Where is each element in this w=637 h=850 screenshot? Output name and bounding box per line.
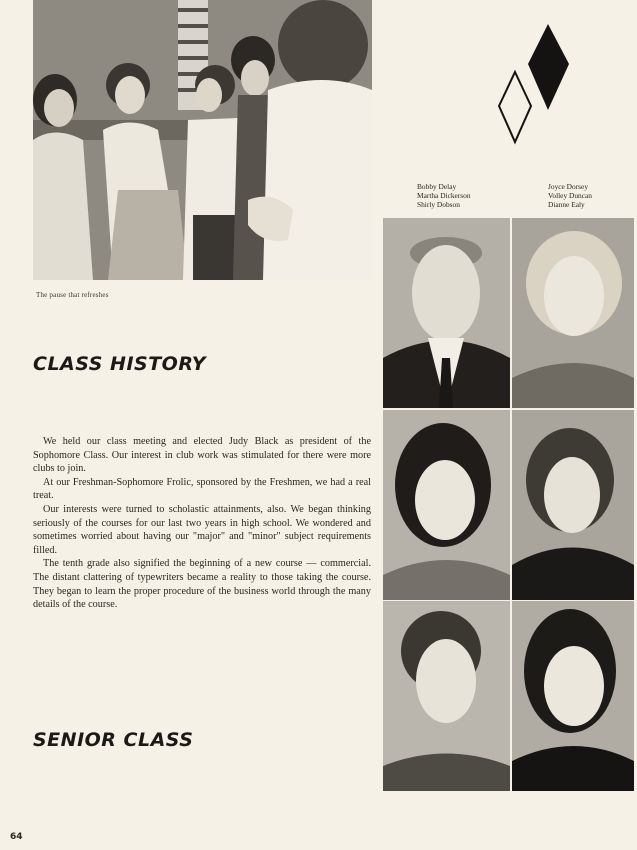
student-name: Martha Dickerson: [417, 191, 471, 200]
diamond-ornament-icon: [495, 22, 573, 147]
paragraph: We held our class meeting and elected Judy Black as president of the Sophomore Class. Our interest in club work was stimulated for there were more clubs to join.: [33, 436, 371, 475]
student-name: Bobby Delay: [417, 182, 457, 191]
student-name: Dianne Ealy: [548, 200, 585, 209]
student-name: Volley Duncan: [548, 191, 592, 200]
group-photo: [33, 0, 372, 280]
paragraph: At our Freshman-Sophomore Frolic, sponsored by the Freshmen, we had a real treat.: [33, 476, 371, 502]
paragraph: The tenth grade also signified the beginning of a new course — commercial. The distant clattering of typewriters became a reality to those taking the course. They began to learn the proper procedure of the business world through the many details of the course.: [33, 558, 371, 611]
photo-caption: The pause that refreshes: [36, 291, 109, 299]
portrait-photo: [512, 410, 634, 600]
class-history-heading: CLASS HISTORY: [33, 353, 206, 375]
senior-class-heading: SENIOR CLASS: [33, 729, 194, 751]
paragraph: Our interests were turned to scholastic attainments, also. We began thinking seriously of the courses for our last two years in high school. We wondered and sometimes worried about having our "major" and "minor" subject requirements filled.: [33, 503, 371, 556]
names-right-column: [548, 182, 592, 209]
names-left-column: [417, 182, 471, 209]
portrait-photo: [512, 601, 634, 791]
portrait-photo: [383, 601, 510, 791]
portrait-photo: [512, 218, 634, 408]
class-history-text: [33, 435, 371, 612]
page-number: 64: [10, 832, 23, 842]
portrait-photo: [383, 218, 510, 408]
portrait-photo: [383, 410, 510, 600]
student-name: Shirly Dobson: [417, 200, 460, 209]
student-name: Joyce Dorsey: [548, 182, 589, 191]
